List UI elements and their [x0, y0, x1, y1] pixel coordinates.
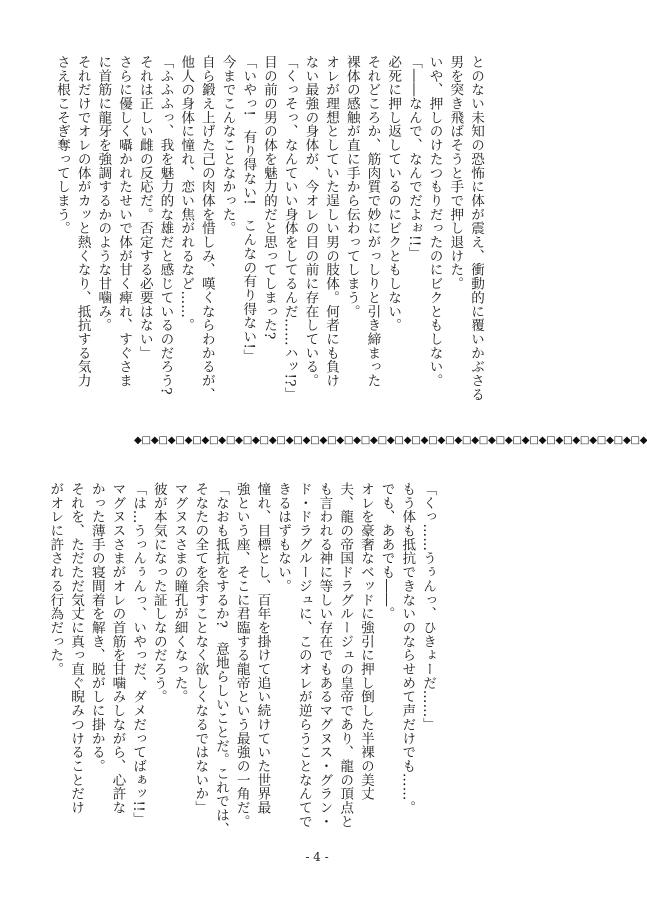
top-text-column	[51, 55, 486, 415]
page-number: - 4 -	[305, 850, 329, 864]
text-line: マグヌスさまの瞳孔が細くなった。	[171, 482, 188, 704]
text-line: 自ら鍛え上げた己の肉体を惜しみ、嘆くならわかるが、	[198, 55, 215, 402]
text-line: 彼が本気になった証しなのだろう。	[150, 482, 167, 704]
text-line: かった薄手の寝間着を解き、脱がしに掛かる。	[88, 482, 105, 773]
text-line: 「くっ……うぅんっ、ひきょーだ……」	[420, 482, 436, 732]
text-line: 「は…うっんぅんっ、いやっだ、ダメだってばぁッ!!」	[130, 482, 147, 826]
text-line: そなたの全てを余すことなく欲しくなるではないか」	[192, 482, 209, 815]
text-line: とのない未知の恐怖に体が震え、衝動的に覆いかぶさる	[468, 55, 484, 402]
text-line: 「ふふふっ、我を魅力的な雄だと感じているのだろう?	[157, 55, 174, 395]
text-line: さらに優しく囁かれたせいで体が甘く痺れ、すぐさま	[116, 55, 133, 388]
text-line: いや、押しのけたつもりだったのにビクともしない。	[426, 55, 443, 388]
text-line: 今までこんなことなかった。	[219, 55, 236, 236]
text-line: きるはずもない。	[275, 482, 292, 593]
section-divider: ◆□◆□◆□◆□◆□◆□◆□◆□◆□◆□◆□◆□◆□◆□◆□◆□◆□◆□◆□◆□◆□◆□◆□◆□◆□◆□◆□◆□◆□◆□◆	[134, 435, 647, 446]
text-line: それを、ただただ気丈に真っ直ぐ睨みつけることだけ	[68, 482, 85, 815]
text-line: それは正しい雌の反応だ。否定する必要はない」	[136, 55, 153, 360]
bottom-text-column	[45, 482, 438, 842]
text-line: 憧れ、目標とし、百年を掛けて追い続けていた世界最	[254, 482, 271, 815]
text-line: 必死に押し返しているのにビクともしない。	[385, 55, 402, 332]
text-line: 裸体の感触が直に手から伝わってしまう。	[343, 55, 360, 319]
text-line: 強という座、そこに君臨する龍帝という最強の一角だ。	[233, 482, 250, 829]
text-line: に首筋に龍牙を強調するかのような甘噛み。	[95, 55, 112, 332]
text-line: 他人の身体に憧れ、恋い焦がれるなど……。	[178, 55, 195, 332]
text-line: それどころか、筋肉質で妙にがっしりと引き締まった	[364, 55, 381, 388]
text-line: 「なおも抵抗をするか? 意地らしいことだ。これでは、	[212, 482, 229, 836]
text-line: 「――なんで、なんでだよぉ!!」	[405, 55, 422, 261]
text-line: も言われる神に等しい存在でもあるマグヌス・グラン・	[316, 482, 333, 829]
text-line: さえ根こそぎ奪ってしまう。	[53, 55, 70, 236]
text-line: 目の前の男の体を魅力的だと思ってしまった?	[260, 55, 277, 340]
text-line: 「くっそっ、なんていい身体をしてるんだ……ハッ!?」	[281, 55, 298, 401]
text-line: ない最強の身体が、今オレの目の前に存在している。	[302, 55, 319, 388]
text-line: がオレに許される行為だった。	[47, 482, 64, 676]
text-line: 男を突き飛ばそうと手で押し退けた。	[447, 55, 464, 291]
text-line: マグヌスさまがオレの首筋を甘噛みしながら、心許な	[109, 482, 126, 815]
text-line: それだけでオレの体がカッと熱くなり、抵抗する気力	[74, 55, 91, 388]
text-line: 夫、龍の帝国ドラグルージュの皇帝であり、龍の頂点と	[337, 482, 354, 829]
text-line: ド・ドラグルージュに、このオレが逆らうことなんてで	[295, 482, 312, 829]
text-line: オレが理想としていた逞しい男の肢体。何者にも負け	[323, 55, 340, 388]
text-line: もう体も抵抗できないのならせめて声だけでも……。	[399, 482, 416, 815]
text-line: オレを豪奢なベッドに強引に押し倒した半裸の美丈	[357, 482, 374, 801]
text-line: 「いやっ! 有り得ない! こんなの有り得ない!」	[240, 55, 257, 363]
text-line: でも、ああでも――。	[378, 482, 395, 621]
